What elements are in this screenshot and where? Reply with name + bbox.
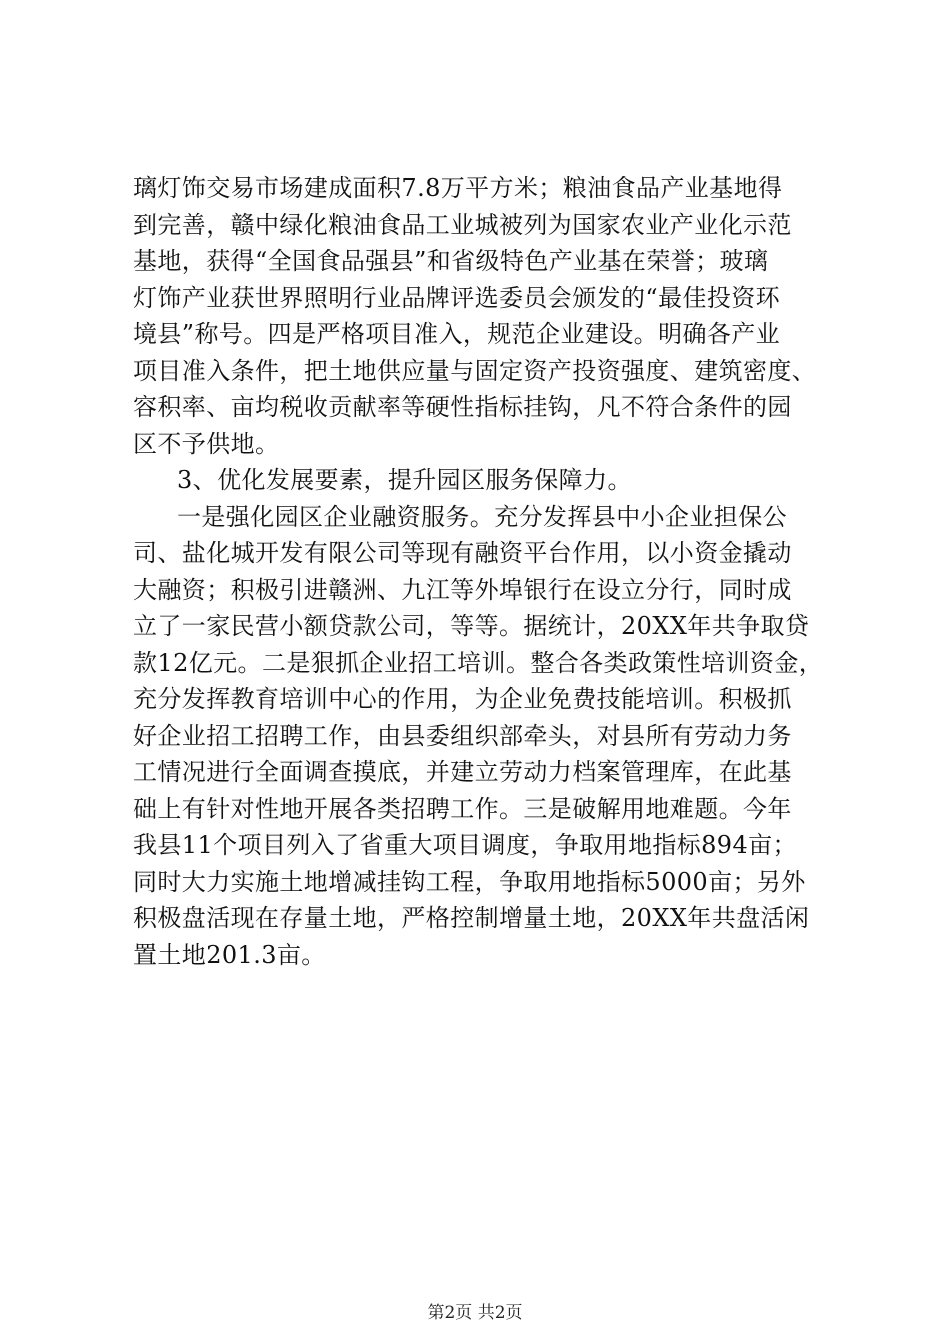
text-line: 灯饰产业获世界照明行业品牌评选委员会颁发的“最佳投资环 — [133, 283, 781, 312]
text-line: 到完善，赣中绿化粮油食品工业城被列为国家农业产业化示范 — [133, 210, 792, 239]
text-line: 积极盘活现在存量土地，严格控制增量土地，20XX年共盘活闲 — [133, 904, 810, 932]
text-line: 款12亿元。二是狠抓企业招工培训。整合各类政策性培训资金， — [133, 648, 823, 677]
text-line: 立了一家民营小额贷款公司，等等。据统计，20XX年共争取贷 — [133, 612, 810, 640]
text-line: 璃灯饰交易市场建成面积7.8万平方米；粮油食品产业基地得 — [133, 174, 783, 202]
text-line: 好企业招工招聘工作，由县委组织部牵头，对县所有劳动力务 — [133, 721, 792, 750]
text-line: 容积率、亩均税收贡献率等硬性指标挂钩，凡不符合条件的园 — [133, 393, 792, 421]
text-line: 我县11个项目列入了省重大项目调度，争取用地指标894亩； — [133, 831, 797, 859]
text-line: 项目准入条件，把土地供应量与固定资产投资强度、建筑密度、 — [133, 356, 817, 385]
text-line: 基地，获得“全国食品强县”和省级特色产业基在荣誉；玻璃 — [133, 247, 769, 275]
text-line: 境县”称号。四是严格项目准入，规范企业建设。明确各产业 — [133, 320, 781, 348]
text-line: 同时大力实施土地增减挂钩工程，争取用地指标5000亩；另外 — [133, 867, 806, 896]
text-line: 区不予供地。 — [133, 429, 280, 458]
text-line: 大融资；积极引进赣洲、九江等外埠银行在设立分行，同时成 — [133, 575, 792, 604]
text-line: 工情况进行全面调查摸底，并建立劳动力档案管理库，在此基 — [133, 758, 792, 786]
text-line: 充分发挥教育培训中心的作用，为企业免费技能培训。积极抓 — [133, 685, 792, 713]
section-heading: 3、优化发展要素，提升园区服务保障力。 — [177, 466, 632, 494]
paragraph-continuation — [133, 170, 823, 462]
text-line: 司、盐化城开发有限公司等现有融资平台作用，以小资金撬动 — [133, 539, 792, 567]
document-body — [133, 170, 823, 973]
page-number-footer: 第2页 共2页 — [427, 1303, 523, 1323]
text-line: 一是强化园区企业融资服务。充分发挥县中小企业担保公 — [177, 502, 787, 531]
text-line: 础上有针对性地开展各类招聘工作。三是破解用地难题。今年 — [133, 794, 792, 823]
paragraph-services — [133, 499, 823, 974]
text-line: 置土地201.3亩。 — [133, 940, 326, 969]
